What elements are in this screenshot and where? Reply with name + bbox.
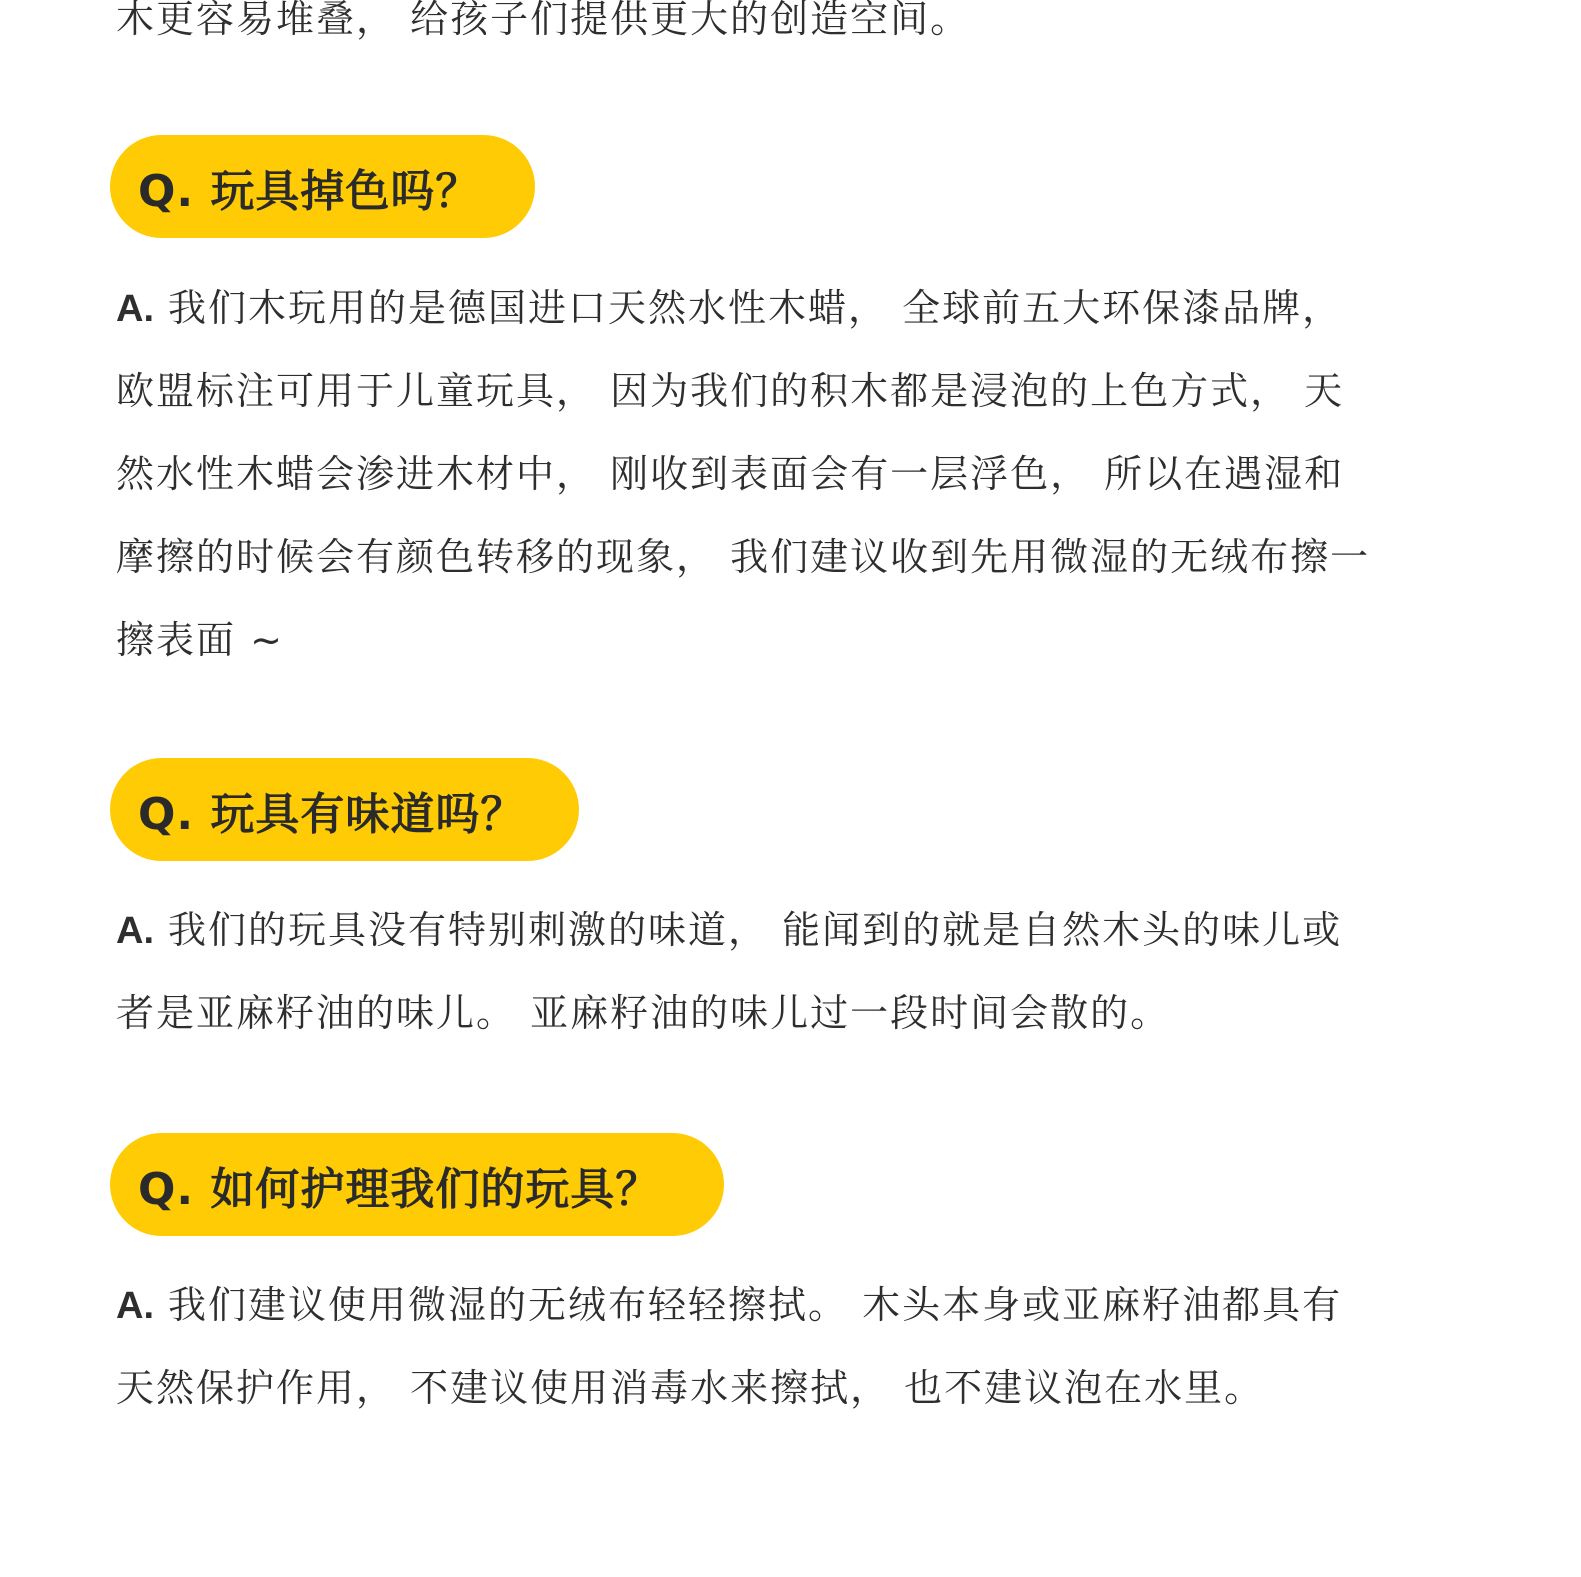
faq-question-text: Q. 玩具掉色吗？ <box>138 165 481 217</box>
faq-question-pill <box>110 135 535 238</box>
faq-answer-line: 摩擦的时候会有颜色转移的现象， 我们建议收到先用微湿的无绒布擦一 <box>116 535 1371 579</box>
faq-answer-line: 者是亚麻籽油的味儿。 亚麻籽油的味儿过一段时间会散的。 <box>116 991 1171 1035</box>
faq-answer-line: 天然保护作用， 不建议使用消毒水来擦拭， 也不建议泡在水里。 <box>116 1366 1265 1410</box>
faq-answer-line <box>116 907 1476 954</box>
faq-question-text: Q. 如何护理我们的玩具？ <box>138 1163 661 1215</box>
answer-prefix: A. <box>116 1285 154 1327</box>
faq-question-text: Q. 玩具有味道吗？ <box>138 788 526 840</box>
intro-text-line: 木更容易堆叠， 给孩子们提供更大的创造空间。 <box>116 0 971 41</box>
answer-prefix: A. <box>116 288 154 330</box>
faq-answer-line: 然水性木蜡会渗进木材中， 刚收到表面会有一层浮色， 所以在遇湿和 <box>116 452 1345 496</box>
answer-text: 我们建议使用微湿的无绒布轻轻擦拭。 木头本身或亚麻籽油都具有 <box>168 1283 1343 1327</box>
answer-text: 我们的玩具没有特别刺激的味道， 能闻到的就是自然木头的味儿或 <box>168 908 1343 952</box>
faq-answer-line <box>116 1282 1476 1329</box>
answer-text: 我们木玩用的是德国进口天然水性木蜡， 全球前五大环保漆品牌， <box>168 286 1343 330</box>
faq-answer-line <box>116 285 1476 332</box>
answer-prefix: A. <box>116 910 154 952</box>
faq-question-pill <box>110 1133 724 1236</box>
faq-question-pill <box>110 758 579 861</box>
faq-answer-line: 欧盟标注可用于儿童玩具， 因为我们的积木都是浸泡的上色方式， 天 <box>116 369 1345 413</box>
faq-answer-line: 擦表面 ~ <box>116 618 284 662</box>
